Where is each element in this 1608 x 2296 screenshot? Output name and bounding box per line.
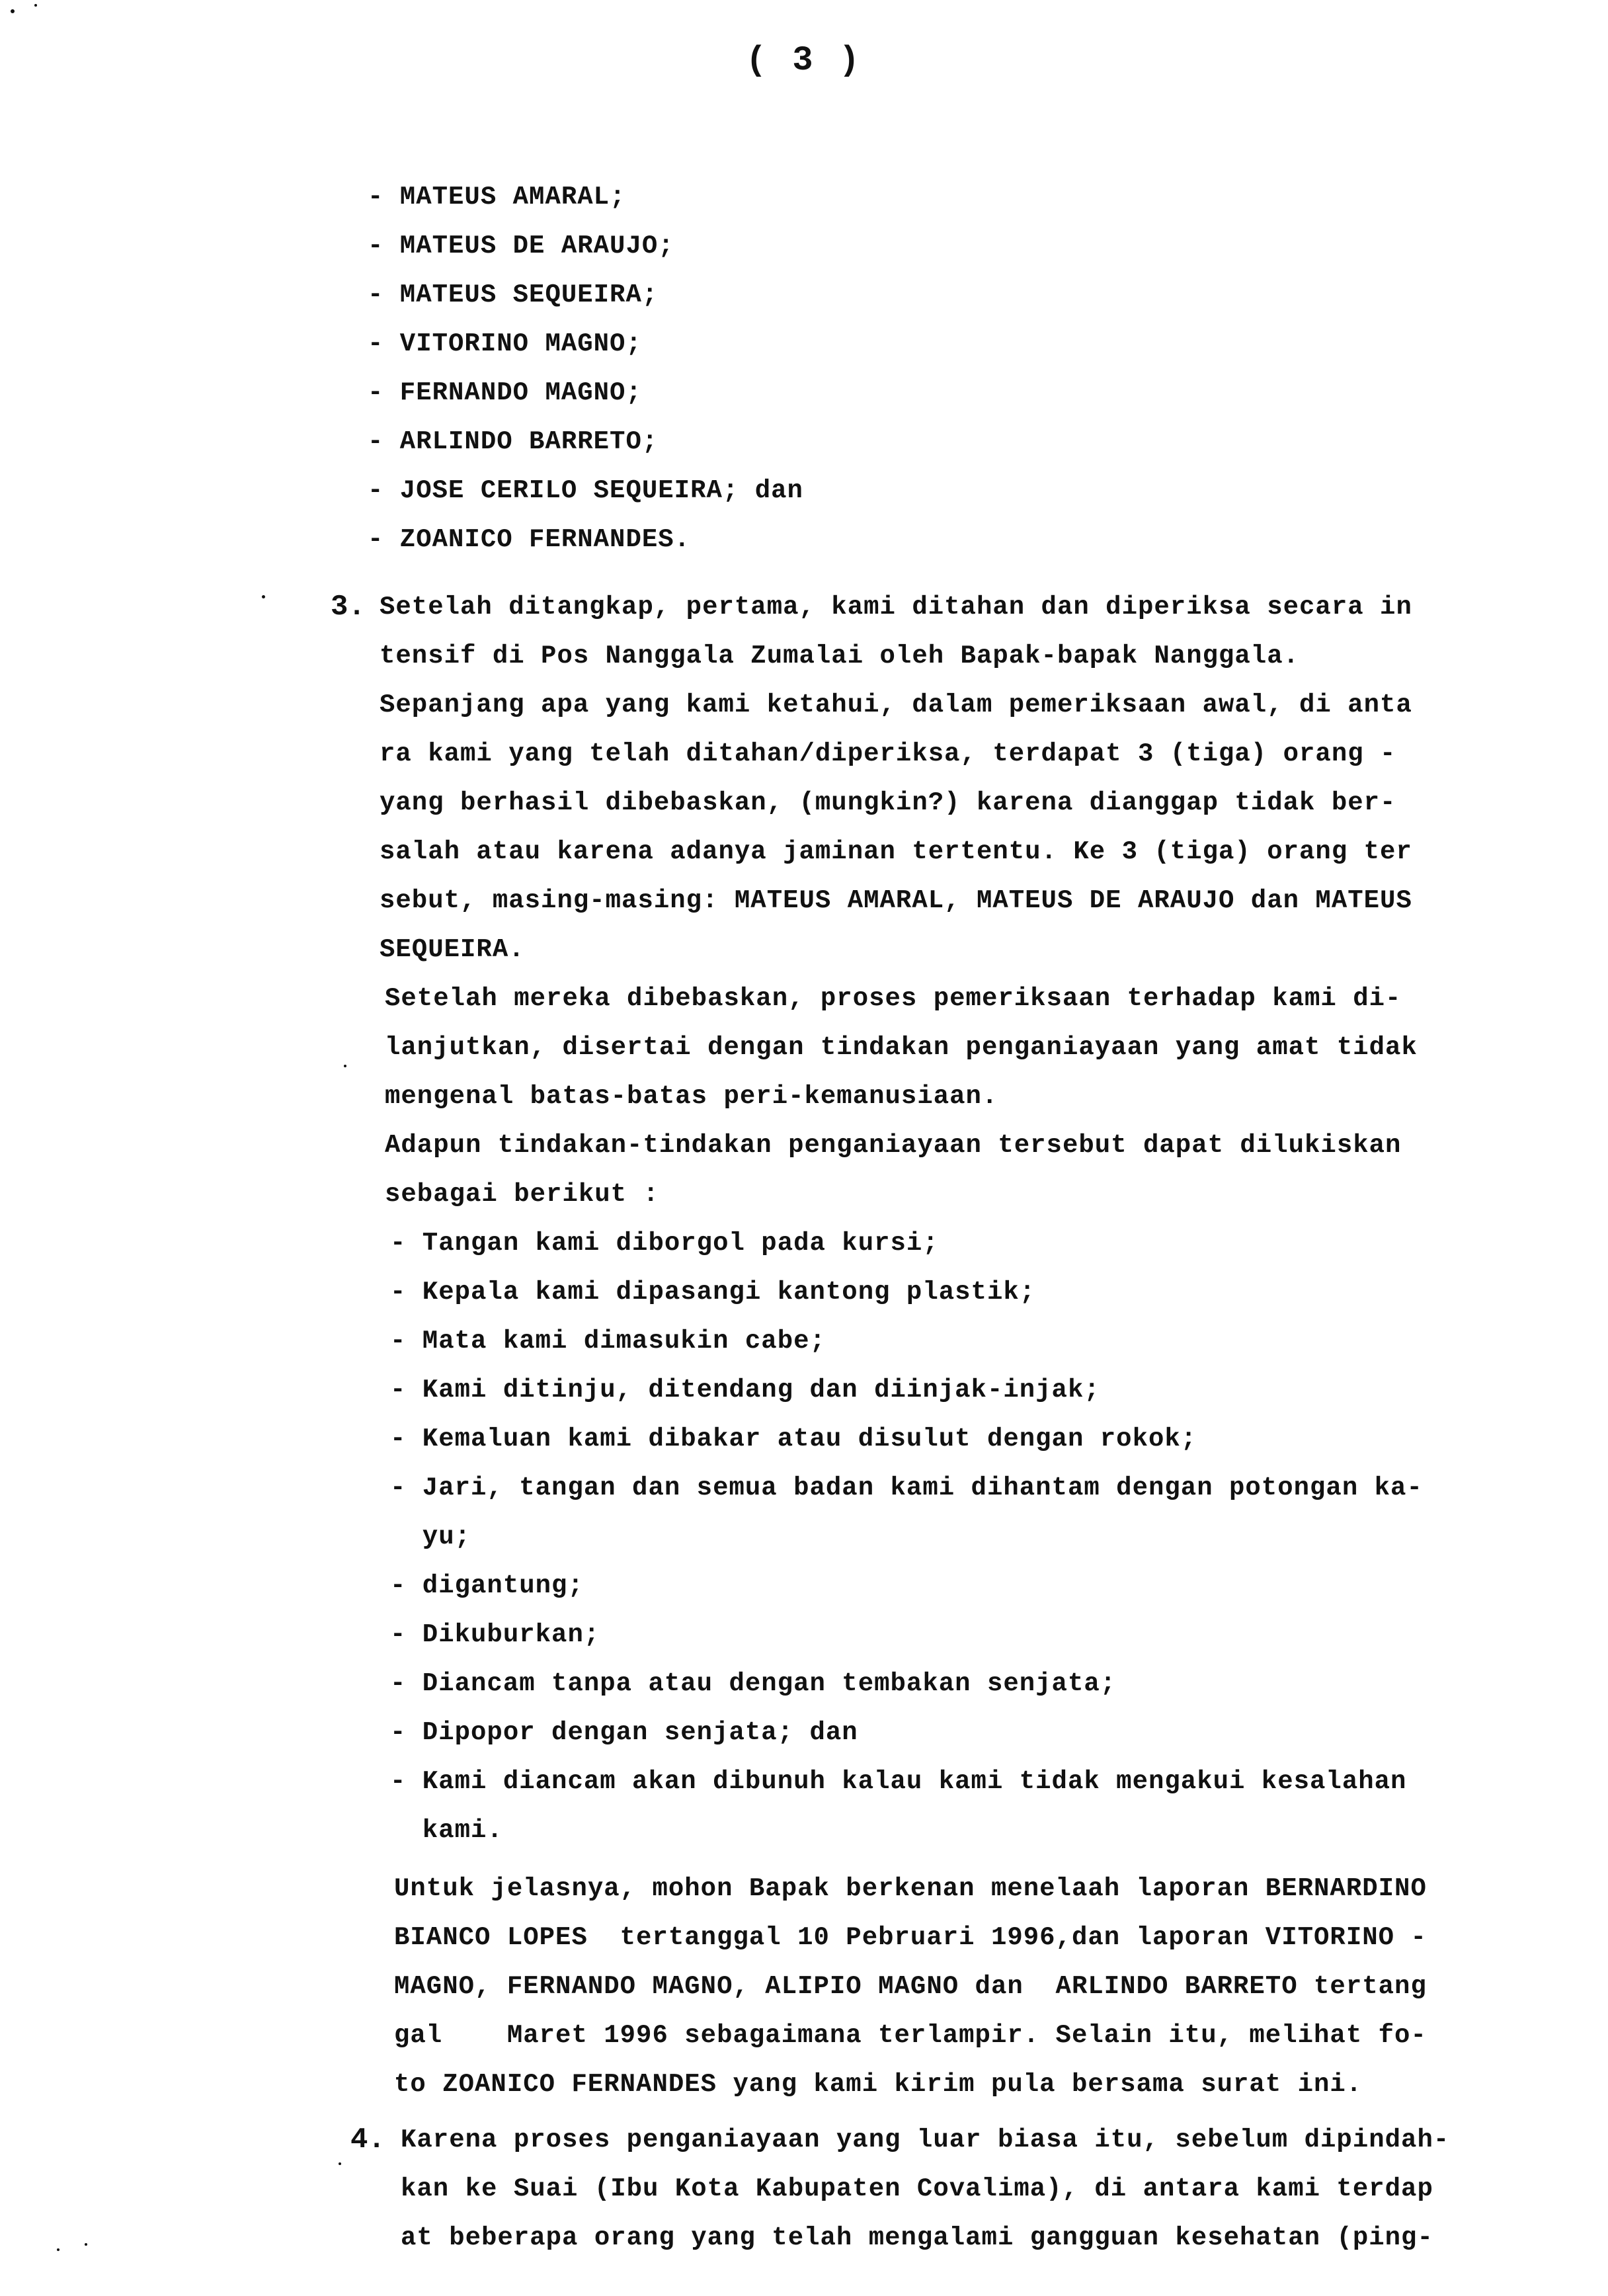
list-item: - ZOANICO FERNANDES. [368, 525, 691, 554]
item-number: 4. [350, 2123, 385, 2156]
bullet-item: - Diancam tanpa atau dengan tembakan senjata; [390, 1669, 1117, 1698]
paragraph-line: yang berhasil dibebaskan, (mungkin?) karena dianggap tidak ber- [380, 788, 1396, 817]
scan-speck [34, 4, 37, 7]
paragraph-line: kan ke Suai (Ibu Kota Kabupaten Covalima), di antara kami terdap [401, 2174, 1433, 2203]
paragraph-line: lanjutkan, disertai dengan tindakan penganiayaan yang amat tidak [385, 1033, 1418, 1062]
list-item: - MATEUS SEQUEIRA; [368, 280, 659, 309]
paragraph-line: Adapun tindakan-tindakan penganiayaan tersebut dapat dilukiskan [385, 1131, 1402, 1160]
paragraph-line: Sepanjang apa yang kami ketahui, dalam pemeriksaan awal, di anta [380, 690, 1412, 719]
paragraph-line: gal Maret 1996 sebagaimana terlampir. Selain itu, melihat fo- [394, 2021, 1427, 2050]
scan-speck [344, 1065, 346, 1067]
paragraph-line: Setelah mereka dibebaskan, proses pemeriksaan terhadap kami di- [385, 984, 1402, 1013]
paragraph-line: Untuk jelasnya, mohon Bapak berkenan menelaah laporan BERNARDINO [394, 1874, 1427, 1903]
list-item: - JOSE CERILO SEQUEIRA; dan [368, 476, 803, 505]
bullet-item: kami. [390, 1816, 503, 1845]
list-item: - ARLINDO BARRETO; [368, 427, 659, 456]
bullet-item: - Jari, tangan dan semua badan kami dihantam dengan potongan ka- [390, 1473, 1423, 1502]
scan-speck [339, 2162, 341, 2165]
scan-speck [57, 2248, 60, 2251]
paragraph-line: at beberapa orang yang telah mengalami gangguan kesehatan (ping- [401, 2223, 1433, 2252]
scan-speck [262, 595, 265, 598]
bullet-item: - Dikuburkan; [390, 1620, 600, 1649]
bullet-item: - Tangan kami diborgol pada kursi; [390, 1229, 939, 1258]
paragraph-line: salah atau karena adanya jaminan tertentu. Ke 3 (tiga) orang ter [380, 837, 1412, 866]
paragraph-line: SEQUEIRA. [380, 935, 525, 964]
bullet-item: - Kami ditinju, ditendang dan diinjak-injak; [390, 1375, 1100, 1405]
paragraph-line: to ZOANICO FERNANDES yang kami kirim pula bersama surat ini. [394, 2070, 1363, 2099]
paragraph-line: ra kami yang telah ditahan/diperiksa, terdapat 3 (tiga) orang - [380, 739, 1396, 768]
paragraph-line: Karena proses penganiayaan yang luar biasa itu, sebelum dipindah- [401, 2125, 1450, 2154]
page-number: ( 3 ) [745, 41, 863, 80]
bullet-item: yu; [390, 1522, 471, 1551]
list-item: - MATEUS AMARAL; [368, 183, 626, 212]
paragraph-line: tensif di Pos Nanggala Zumalai oleh Bapak-bapak Nanggala. [380, 641, 1300, 671]
bullet-item: - digantung; [390, 1571, 584, 1600]
bullet-item: - Dipopor dengan senjata; dan [390, 1718, 858, 1747]
bullet-item: - Kemaluan kami dibakar atau disulut dengan rokok; [390, 1424, 1197, 1454]
paragraph-line: mengenal batas-batas peri-kemanusiaan. [385, 1082, 998, 1111]
paragraph-line: MAGNO, FERNANDO MAGNO, ALIPIO MAGNO dan ARLINDO BARRETO tertang [394, 1972, 1427, 2001]
bullet-item: - Kami diancam akan dibunuh kalau kami tidak mengakui kesalahan [390, 1767, 1407, 1796]
bullet-item: - Mata kami dimasukin cabe; [390, 1327, 826, 1356]
item-number: 3. [331, 591, 366, 624]
list-item: - VITORINO MAGNO; [368, 329, 642, 358]
list-item: - FERNANDO MAGNO; [368, 378, 642, 407]
scan-speck [11, 9, 15, 13]
paragraph-line: sebagai berikut : [385, 1180, 659, 1209]
scan-speck [85, 2243, 87, 2246]
paragraph-line: sebut, masing-masing: MATEUS AMARAL, MATEUS DE ARAUJO dan MATEUS [380, 886, 1412, 915]
bullet-item: - Kepala kami dipasangi kantong plastik; [390, 1278, 1036, 1307]
paragraph-line: BIANCO LOPES tertanggal 10 Pebruari 1996,dan laporan VITORINO - [394, 1923, 1427, 1952]
list-item: - MATEUS DE ARAUJO; [368, 231, 674, 261]
paragraph-line: Setelah ditangkap, pertama, kami ditahan dan diperiksa secara in [380, 593, 1412, 622]
